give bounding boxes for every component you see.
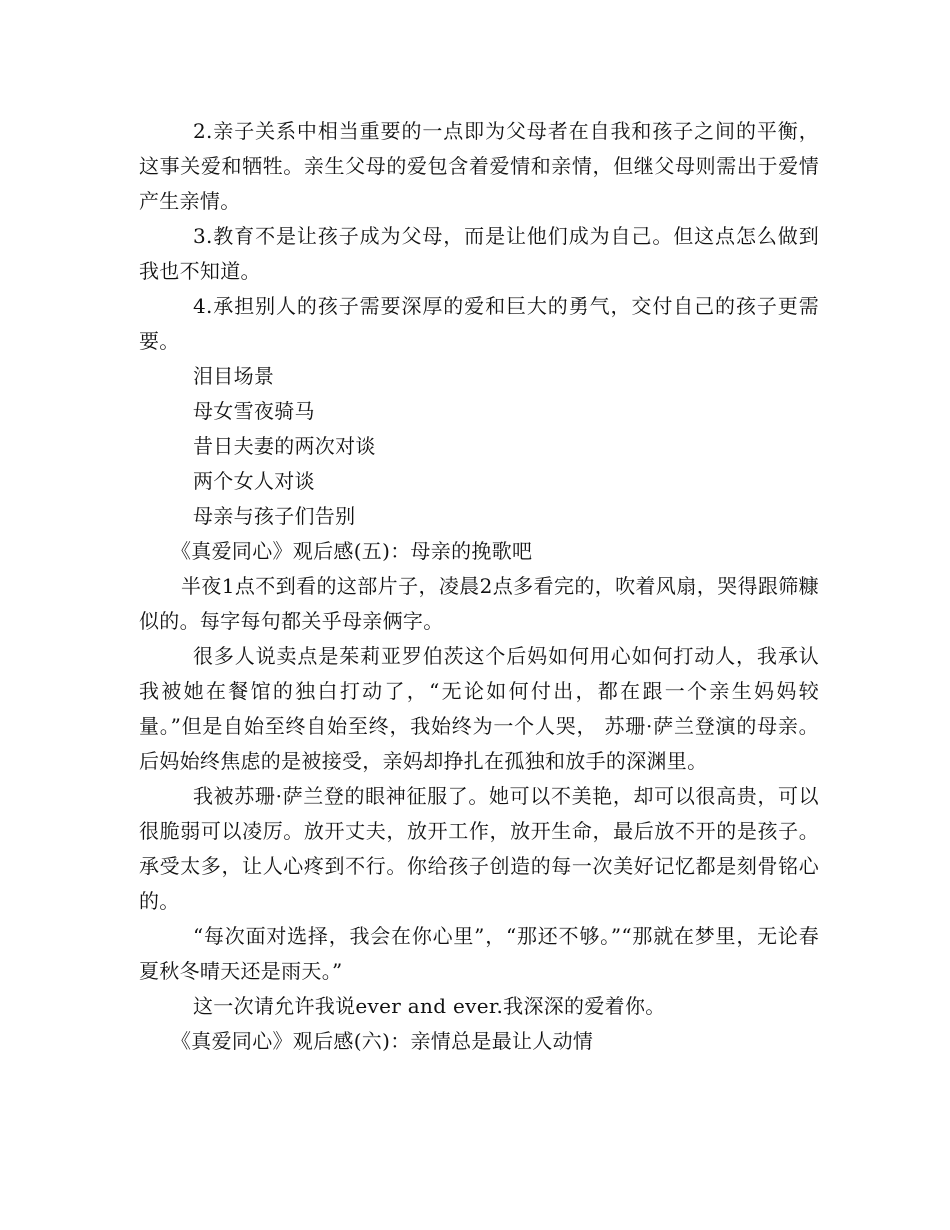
list-item: 昔日夫妻的两次对谈: [193, 434, 376, 458]
paragraph-quote: “每次面对选择，我会在你心里”，“那还不够。”“那就在梦里，无论春夏秋冬晴天还是雨天。”: [139, 924, 819, 983]
paragraph-night: 半夜1点不到看的这部片子，凌晨2点多看完的，吹着风扇，哭得跟筛糠似的。每字每句都关乎母亲俩字。: [139, 574, 819, 633]
list-item: 母女雪夜骑马: [193, 399, 315, 423]
section-heading-5: 《真爱同心》观后感(五)：母亲的挽歌吧: [171, 539, 533, 563]
paragraph-stepmother: 很多人说卖点是茱莉亚罗伯茨这个后妈如何用心如何打动人，我承认我被她在餐馆的独白打动了，“无论如何付出，都在跟一个亲生妈妈较量。”但是自始至终自始至终，我始终为一个人哭， 苏珊·萨兰登演的母亲。后妈始终焦虑的是被接受，亲妈却挣扎在孤独和放手的深渊里。: [139, 644, 819, 773]
paragraph-ever: 这一次请允许我说ever and ever.我深深的爱着你。: [193, 994, 666, 1018]
paragraph-point-4: 4.承担别人的孩子需要深厚的爱和巨大的勇气，交付自己的孩子更需要。: [139, 294, 819, 353]
paragraph-point-2: 2.亲子关系中相当重要的一点即为父母者在自我和孩子之间的平衡，这事关爱和牺牲。亲生父母的爱包含着爱情和亲情，但继父母则需出于爱情产生亲情。: [139, 119, 819, 213]
list-title: 泪目场景: [193, 364, 275, 388]
document-body: [139, 114, 819, 1059]
paragraph-point-3: 3.教育不是让孩子成为父母，而是让他们成为自己。但这点怎么做到我也不知道。: [139, 224, 819, 283]
section-heading-6: 《真爱同心》观后感(六)：亲情总是最让人动情: [171, 1029, 594, 1053]
paragraph-susan: 我被苏珊·萨兰登的眼神征服了。她可以不美艳，却可以很高贵，可以很脆弱可以凌厉。放开丈夫，放开工作，放开生命，最后放不开的是孩子。承受太多，让人心疼到不行。你给孩子创造的每一次美好记忆都是刻骨铭心的。: [139, 784, 819, 913]
list-item: 母亲与孩子们告别: [193, 504, 356, 528]
list-item: 两个女人对谈: [193, 469, 315, 493]
